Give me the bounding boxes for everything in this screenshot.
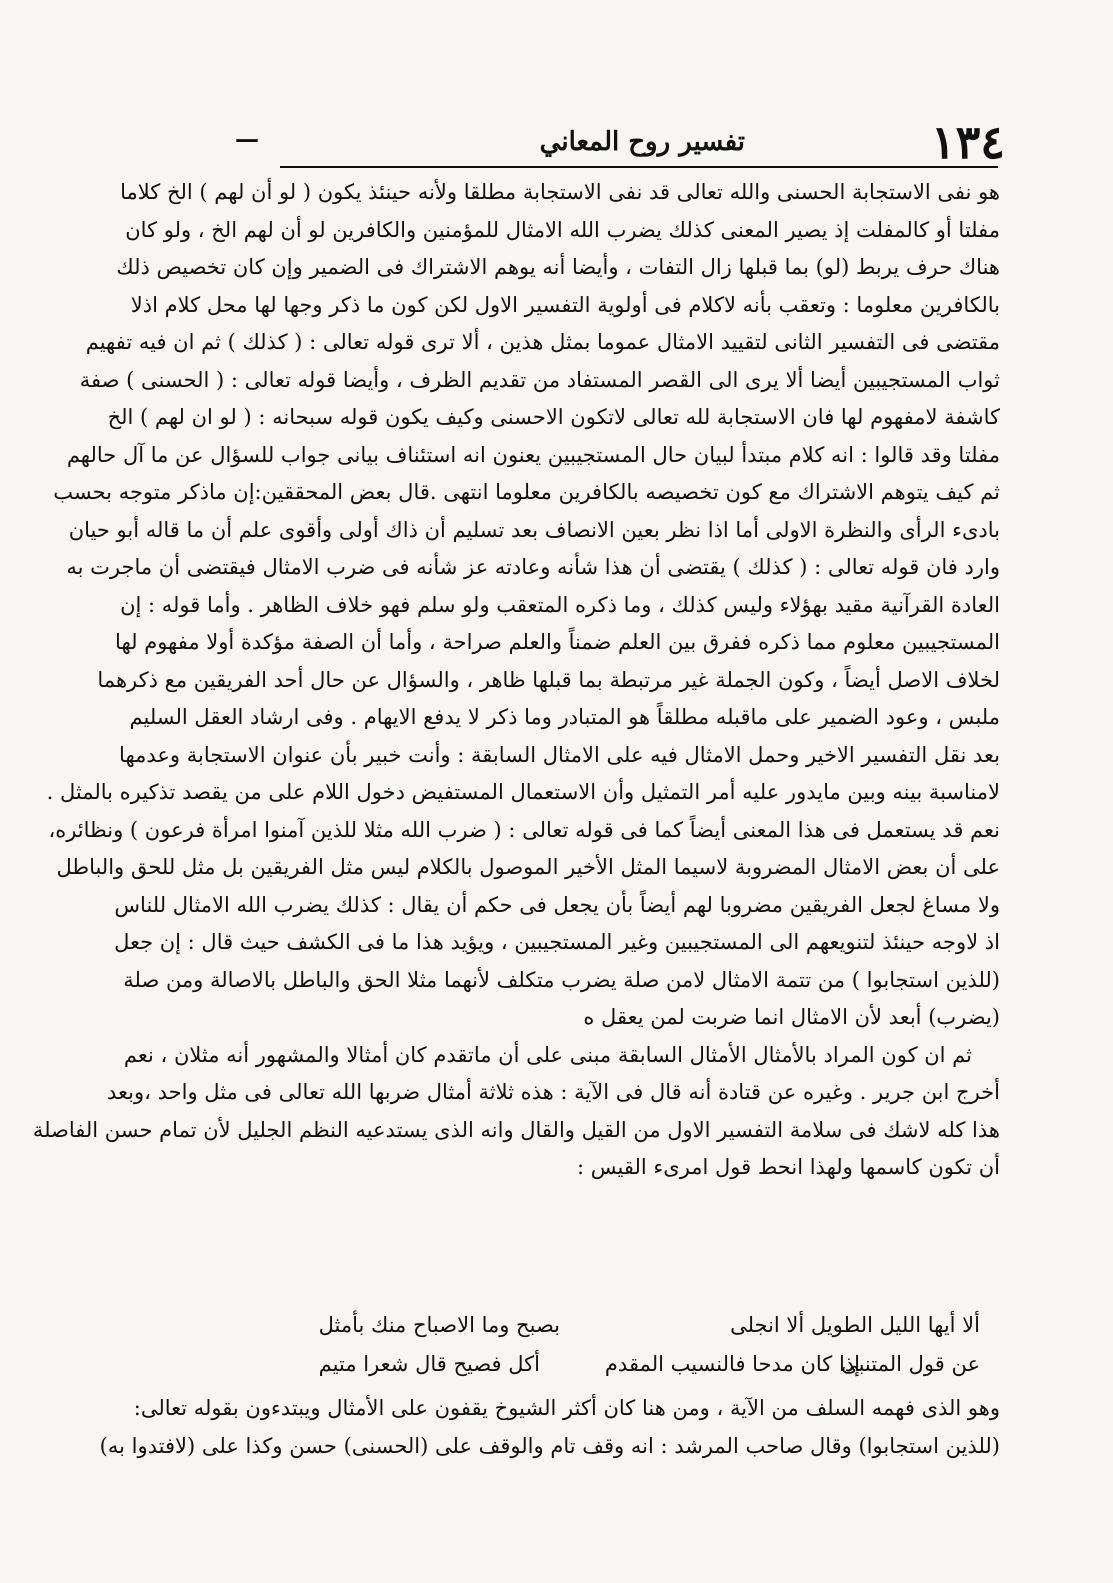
text-line: المستجيبين معلوم مما ذكره ففرق بين العلم ضمناً والعلم صراحة ، وأما أن الصفة مؤكدة أولا مفهوم لها [115, 630, 1000, 654]
text-line: وهو الذى فهمه السلف من الآية ، ومن هنا كان أكثر الشيوخ يقفون على الأمثال ويبتدءون بقوله تعالى: [133, 1396, 1000, 1420]
text-line: كاشفة لامفهوم لها فان الاستجابة لله تعالى لاتكون الاحسنى وكيف يكون قوله سبحانه : ( لو ان لهم ) الخ [107, 405, 1000, 429]
text-line: مفلتا وقد قالوا : انه كلام مبتدأ لبيان حال المستجيبين يعنون انه استئناف بيانى جواب للسؤال عن ما آل حالهم [66, 442, 1000, 467]
text-line: ثواب المستجيبين أيضا ألا يرى الى القصر المستفاد من تقديم الظرف ، وأيضا قوله تعالى : ( الحسنى ) صفة [79, 367, 1000, 392]
verse-hemistich: أكل فصيح قال شعرا متيم [318, 1352, 540, 1376]
verse-lead: عن قول المتنبى [841, 1352, 980, 1376]
text-line: ثم كيف يتوهم الاشتراك مع كون تخصيصه بالكافرين معلوما انتهى .قال بعض المحققين:إن ماذكر متوجه بحسب [53, 480, 1000, 504]
text-line: بعد نقل التفسير الاخير وحمل الامثال فيه على الامثال السابقة : وأنت خبير بأن عنوان الاستجابة وعدمها [119, 742, 1000, 767]
text-line: هو نفى الاستجابة الحسنى والله تعالى قد نفى الاستجابة مطلقا ولأنه حينئذ يكون ( لو أن لهم ) الخ كلاما [120, 180, 1000, 204]
text-line: مفلتا أو كالمفلت إذ يصير المعنى كذلك يضرب الله الامثال للمؤمنين والكافرين لو أن لهم الخ ، ولو كان [125, 217, 1000, 242]
text-line: وارد فان قوله تعالى : ( كذلك ) يقتضى أن هذا شأنه وعادته عز شأنه فى ضرب الامثال فيقتضى أن ماجرت به [66, 555, 1000, 579]
poem-verse [290, 1307, 980, 1345]
text-line: ملبس ، وعود الضمير على ماقبله مطلقاً هو المتبادر وما ذكر لا يدفع الايهام . وفى ارشاد العقل السليم [129, 705, 1000, 729]
running-title: تفسير روح المعاني [539, 127, 745, 157]
text-line: (يضرب) أبعد لأن الامثال انما ضربت لمن يعقل ه [583, 1005, 1000, 1029]
text-line: بالكافرين معلوما : وتعقب بأنه لاكلام فى أولوية التفسير الاول لكن كون ما ذكر وجها لها محل كلام اذلا [130, 292, 1000, 317]
text-line: بادىء الرأى والنظرة الاولى أما اذا نظر بعين الانصاف بعد تسليم أن ذاك أولى وأقوى علم أن ما قاله أبو حيان [68, 517, 1000, 542]
verse-hemistich: إذا كان مدحا فالنسيب المقدم [604, 1352, 860, 1376]
text-line: ثم ان كون المراد بالأمثال الأمثال السابقة مبنى على أن ماتقدم كان أمثالا والمشهور أنه مثلان ، نعم [123, 1042, 972, 1067]
verse-hemistich: بصبح وما الاصباح منك بأمثل [318, 1313, 560, 1337]
text-line: (للذين استجابوا) وقال صاحب المرشد : انه وقف تام والوقف على (الحسنى) حسن وكذا على (لافتدوا به) [99, 1433, 1000, 1458]
text-line: نعم قد يستعمل فى هذا المعنى أيضاً كما فى قوله تعالى : ( ضرب الله مثلا للذين آمنوا امرأة فرعون ) ونظائره، [48, 817, 1000, 842]
text-line: مقتضى فى التفسير الثانى لتقييد الامثال عموما بمثل هذين ، ألا ترى قوله تعالى : ( كذلك ) ثم ان فيه تفهيم [85, 330, 1000, 354]
text-line: لخلاف الاصل أيضاً ، وكون الجملة غير مرتبطة بما قبلها ظاهر ، والسؤال عن حال أحد الفريقين مع ذكرهما [97, 667, 1000, 692]
text-line: العادة القرآنية مقيد بهؤلاء وليس كذلك ، وما ذكره المتعقب ولو سلم فهو خلاف الظاهر . وأما قوله : إن [120, 592, 1000, 617]
text-line: (للذين استجابوا ) من تتمة الامثال لامن صلة يضرب متكلف لأنهما مثلا الحق والباطل بالاصالة ومن صلة [123, 967, 1000, 992]
text-line: ولا مساغ لجعل الفريقين مضروبا لهم أيضاً بأن يجعل فى حكم أن يقال : كذلك يضرب الله الامثال للناس [114, 892, 1000, 917]
page-number: ١٣٤ [930, 115, 1005, 169]
body-text-continued [99, 1390, 1000, 1465]
text-line: على أن بعض الامثال المضروبة لاسيما المثل الأخير الموصول بالكلام ليس مثل الفريقين بل مثل للحق والباطل [56, 855, 1000, 879]
text-line: اذ لاوجه حينئذ لتنويعهم الى المستجيبين وغير المستجيبين ، ويؤيد هذا ما فى الكشف حيث قال : إن جعل [114, 930, 1000, 954]
text-line: أن تكون كاسمها ولهذا انحط قول امرىء القيس : [577, 1155, 1000, 1179]
poem-verse [290, 1346, 980, 1384]
text-line: أخرج ابن جرير . وغيره عن قتادة أنه قال فى الآية : هذه ثلاثة أمثال ضربها الله تعالى فى مثل واحد ،وبعد [107, 1080, 1000, 1104]
header-mark: — [235, 124, 259, 153]
text-line: هذا كله لاشك فى سلامة التفسير الاول من القيل والقال وانه الذى يستدعيه النظم الجليل لأن تمام حسن الفاصلة [32, 1117, 1000, 1142]
page-header [235, 112, 1005, 172]
verse-hemistich: ألا أيها الليل الطويل ألا انجلى [730, 1313, 980, 1337]
text-line: لامناسبة بينه وبين مايدور عليه أمر التمثيل وأن الاستعمال المستفيض دخول اللام على من يقصد تذكيره بالمثل . [46, 780, 1000, 804]
header-rule [280, 166, 998, 168]
text-line: هناك حرف يربط (لو) بما قبلها زال التفات ، وأيضا أنه يوهم الاشتراك فى الضمير وإن كان تخصيص ذلك [116, 255, 1000, 279]
body-text [32, 174, 1000, 1187]
